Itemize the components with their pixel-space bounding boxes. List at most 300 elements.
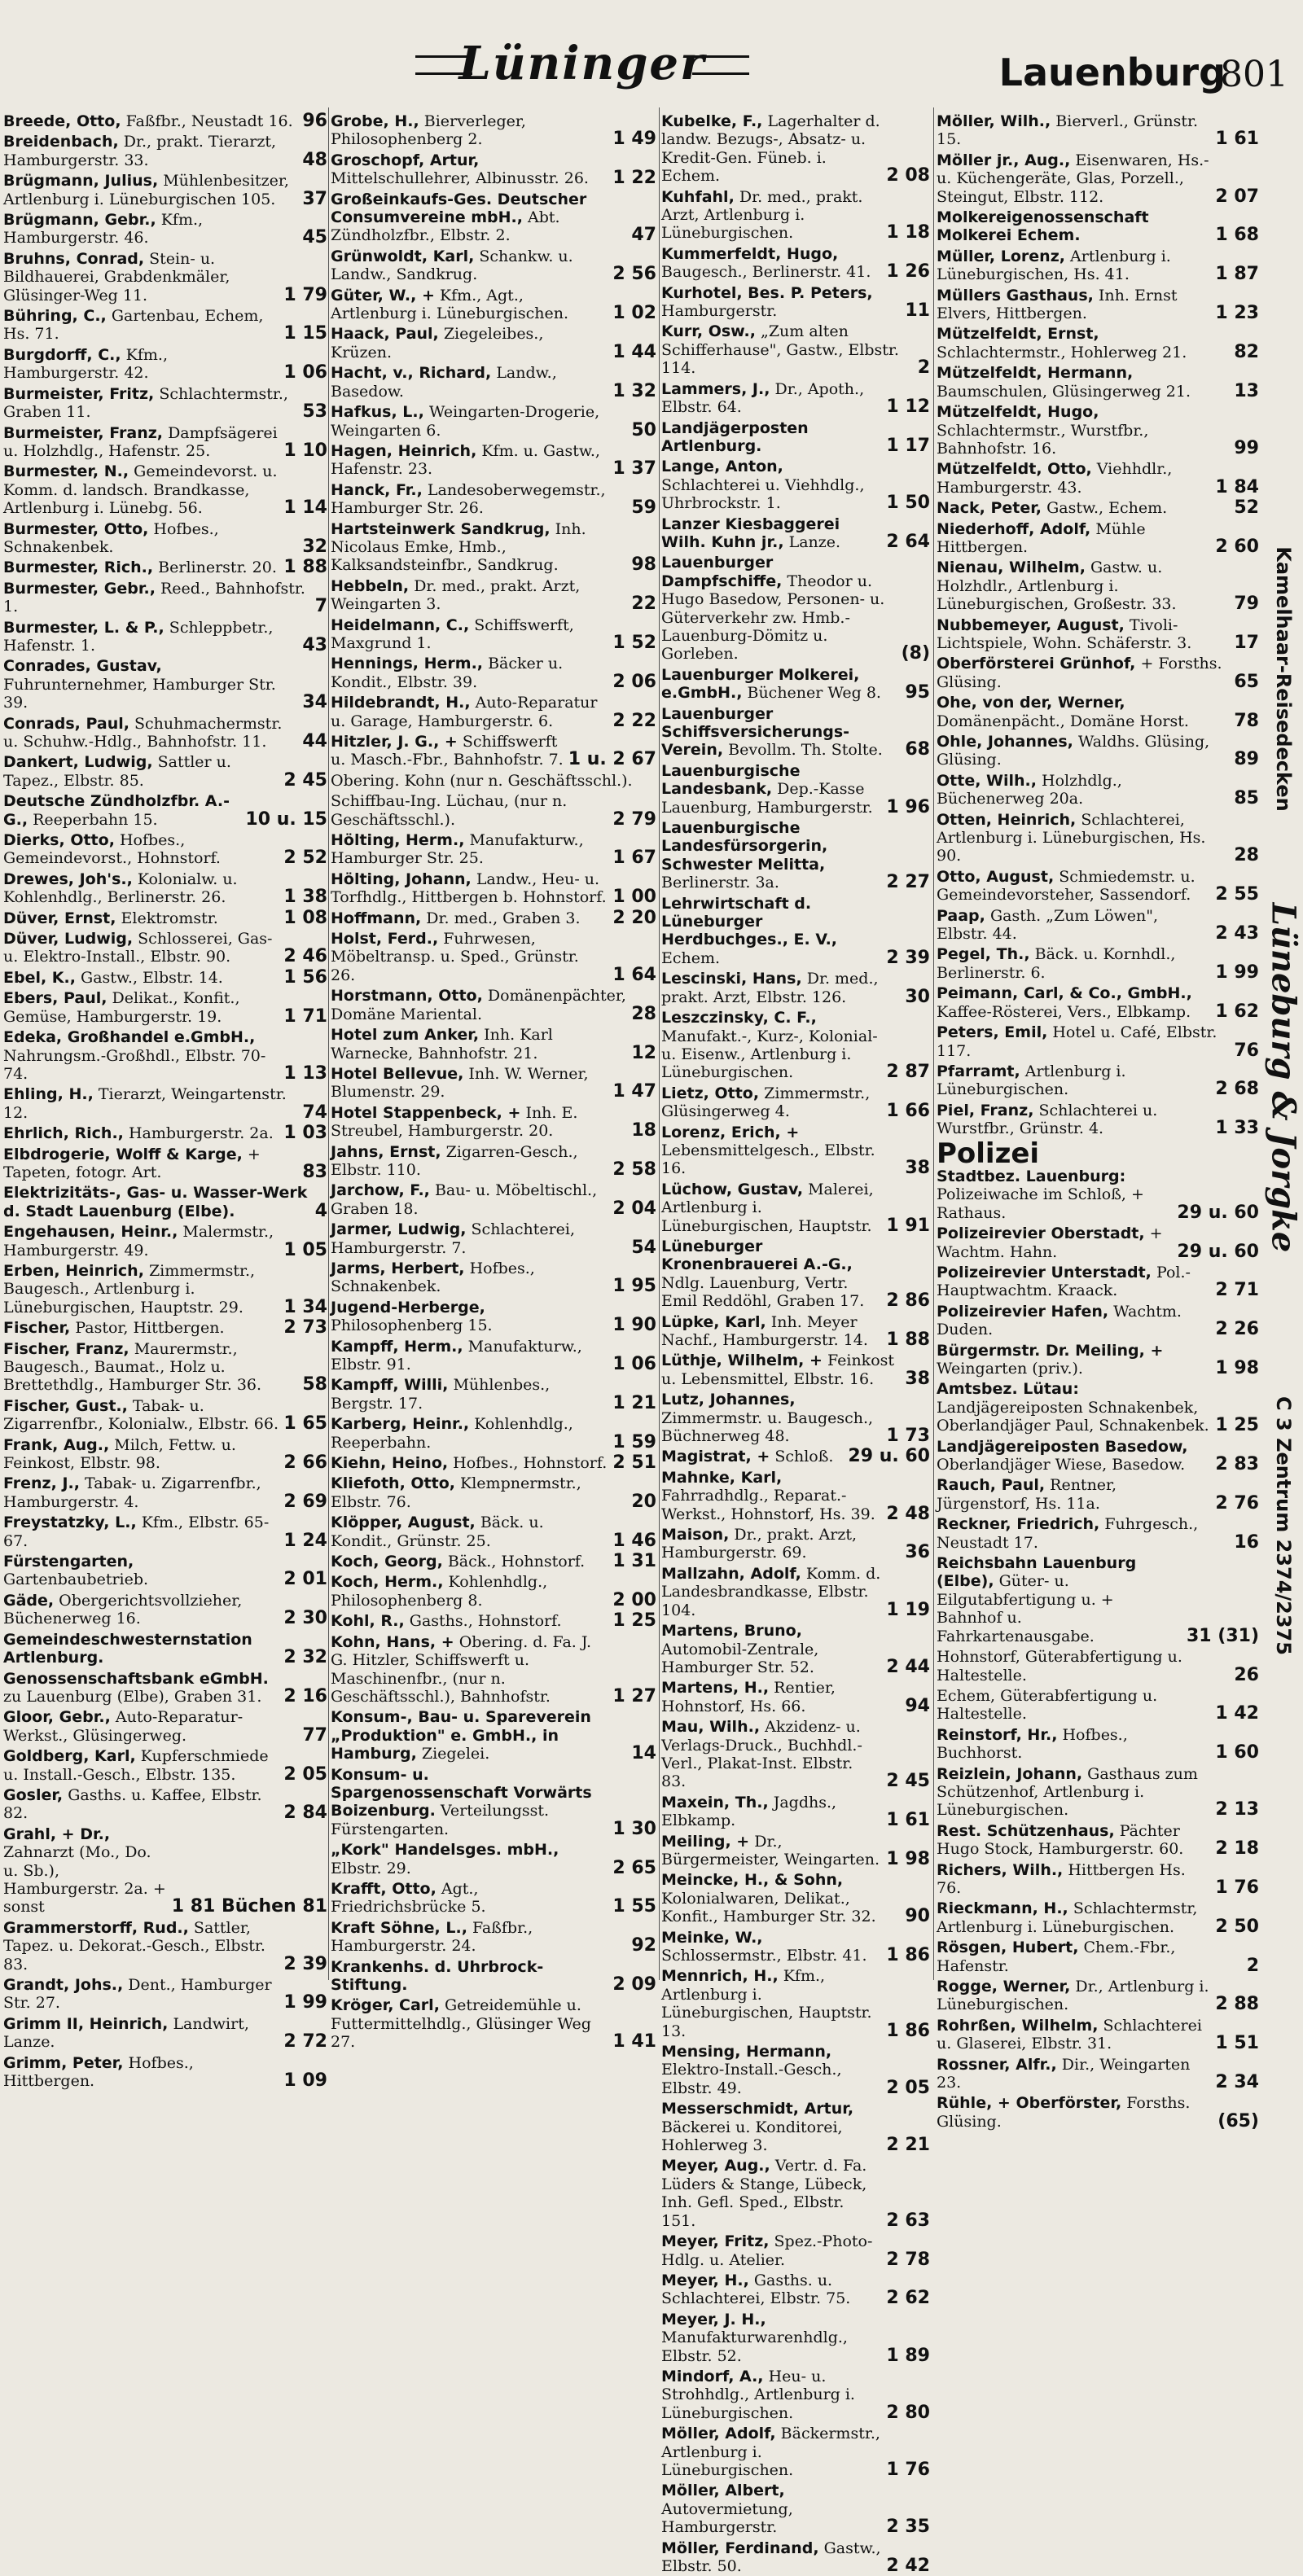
entry-name: Genossenschaftsbank eGmbH.	[3, 1669, 269, 1688]
entry-phone: 2 66	[283, 1452, 327, 1474]
entry-name: Landjägereiposten Basedow,	[937, 1437, 1188, 1456]
entry-details: Berlinerstr. 20.	[158, 559, 277, 577]
entry-name: Lorenz, Erich, +	[661, 1123, 800, 1141]
entry-details: Akzidenz- u. Verlags-Druck., Buchhdl.-Verl., Plakat-Inst. Elbstr. 83.	[661, 1718, 862, 1791]
entry-phone: 2 46	[283, 946, 327, 967]
entry-phone: 1 33	[1215, 1118, 1259, 1139]
entry-phone: 38	[905, 1368, 930, 1389]
entry-phone: (8)	[901, 643, 930, 664]
entry-text	[661, 458, 881, 512]
entry-phone: 1 41	[612, 2031, 656, 2052]
entry-details: Dampfsägerei u. Holzhdlg., Hafenstr. 25.	[3, 423, 278, 460]
entry-name: Meyer, Aug.,	[661, 2157, 770, 2175]
directory-entry	[3, 1976, 327, 2013]
directory-entry	[331, 1919, 656, 1956]
entry-text	[937, 945, 1210, 982]
entry-name: Kiehn, Heino,	[331, 1454, 449, 1473]
entry-details: Dr., prakt. Arzt, Hamburgerstr. 69.	[661, 1526, 858, 1562]
entry-phone: 1 56	[283, 966, 327, 988]
entry-details: Kfm., Hamburgerstr. 42.	[3, 345, 168, 383]
entry-phone: 1 52	[612, 632, 656, 653]
entry-phone: 1 19	[886, 1599, 930, 1620]
directory-entry	[331, 520, 656, 575]
entry-name: Lauenburgische Landesfürsorgerin, Schwester Melitta,	[661, 819, 828, 874]
entry-text	[937, 559, 1229, 613]
directory-entry	[331, 655, 656, 691]
entry-text	[3, 753, 279, 790]
entry-text	[661, 2311, 881, 2365]
entry-name: Bürgermstr. Dr. Meiling, +	[937, 1341, 1164, 1360]
directory-entry	[661, 895, 930, 968]
directory-entry	[937, 151, 1259, 206]
entry-text	[661, 1124, 900, 1178]
entry-text	[3, 424, 279, 461]
entry-text	[661, 554, 897, 663]
entry-phone: 2 35	[886, 2517, 930, 2538]
directory-entry	[937, 1023, 1259, 1060]
entry-details: Sattler, Tapez. u. Dekorat.-Gesch., Elbstr. 83.	[3, 1918, 265, 1974]
directory-entry	[937, 616, 1259, 653]
entry-phone: 89	[1234, 749, 1259, 770]
entry-text	[3, 1028, 279, 1083]
entry-name: Lange, Anton,	[661, 458, 783, 476]
directory-entry	[661, 1794, 930, 1830]
directory-entry	[661, 2100, 930, 2154]
entry-details: Zahnarzt (Mo., Do. u. Sb.), Hamburgerstr. 2a. + sonst	[3, 1843, 166, 1917]
entry-text	[937, 616, 1229, 653]
entry-name: Mützelfeldt, Ernst,	[937, 325, 1099, 344]
entry-phone: 2 52	[283, 848, 327, 869]
entry-text	[661, 819, 881, 892]
entry-details: Manufakt.-, Kurz-, Kolonial- u. Eisenw., Artlenburg i. Lüneburgischen.	[661, 1027, 878, 1082]
entry-name: Nack, Peter,	[937, 499, 1042, 518]
entry-phone: 36	[905, 1542, 930, 1563]
directory-entry	[3, 792, 327, 829]
entry-text	[3, 870, 279, 907]
entry-name: Burmester, Gebr.,	[3, 579, 156, 598]
entry-name: Meiling, +	[661, 1832, 750, 1851]
entry-name: Jarmer, Ludwig,	[331, 1220, 467, 1239]
directory-entry	[937, 1303, 1259, 1339]
entry-name: Drewes, Joh's.,	[3, 870, 133, 888]
entry-name: Otten, Heinrich,	[937, 810, 1077, 829]
entry-details: Kolonialwaren, Delikat., Konfit., Hamburger Str. 32.	[661, 1889, 876, 1926]
directory-entry	[3, 1124, 327, 1142]
directory-entry	[937, 1687, 1259, 1724]
entry-details: Obergerichtsvollzieher, Büchenerweg 16.	[3, 1591, 243, 1628]
entry-name: Ebel, K.,	[3, 968, 76, 987]
entry-name: Hoffmann,	[331, 909, 422, 927]
directory-entry	[3, 2054, 327, 2091]
entry-text	[937, 460, 1210, 497]
entry-phone: 2 50	[1215, 1916, 1259, 1937]
entry-name: Mützelfeldt, Hermann,	[937, 364, 1134, 383]
entry-text	[3, 2054, 279, 2091]
entry-text	[937, 733, 1229, 769]
entry-name: Kubelke, F.,	[661, 112, 763, 130]
entry-details: Kolonialw. u. Kohlenhdlg., Berlinerstr. 26.	[3, 870, 238, 907]
entry-name: Düver, Ludwig,	[3, 930, 134, 948]
directory-entry	[937, 1476, 1259, 1513]
entry-details: Tabak- u. Zigarrenfbr., Kolonialw., Elbstr. 66.	[3, 1396, 279, 1434]
directory-entry	[937, 460, 1259, 497]
entry-phone: 2 44	[886, 1656, 930, 1677]
entry-name: Fischer, Gust.,	[3, 1396, 128, 1415]
entry-name: Karberg, Heinr.,	[331, 1415, 470, 1434]
entry-name: Hotel Stappenbeck, +	[331, 1103, 521, 1122]
entry-details: Schlachterei u. Viehhdlg., Uhrbrockstr. 1.	[661, 475, 865, 513]
entry-text	[661, 1238, 881, 1311]
entry-phone: 1 62	[1215, 1001, 1259, 1022]
directory-entry	[937, 1224, 1259, 1261]
entry-details: Obering. Kohn (nur n. Geschäftsschl.).	[331, 771, 633, 790]
directory-entry	[937, 1939, 1259, 1975]
entry-text	[661, 2425, 881, 2479]
entry-phone: 30	[905, 986, 930, 1007]
entry-phone: 2 07	[1215, 186, 1259, 207]
entry-details: Bäck. u. Kornhdl., Berlinerstr. 6.	[937, 945, 1176, 982]
entry-details: Fahrradhdlg., Reparat.-Werkst., Hohnstorf, Hs. 39.	[661, 1487, 875, 1523]
entry-phone: 2 00	[612, 1589, 656, 1610]
entry-name: Richers, Wilh.,	[937, 1860, 1064, 1879]
directory-entry	[3, 1436, 327, 1473]
entry-text	[331, 1553, 608, 1571]
entry-text	[331, 1958, 608, 1995]
directory-entry	[3, 1085, 327, 1122]
directory-entry	[3, 211, 327, 248]
entry-phone: 1 30	[612, 1818, 656, 1839]
entry-details: Eisenwaren, Hs.- u. Küchengeräte, Glas, Porzell., Steingut, Elbstr. 112.	[937, 151, 1209, 206]
directory-entry	[661, 554, 930, 663]
entry-text	[661, 666, 900, 703]
entry-phone: 1 14	[283, 497, 327, 519]
entry-text	[937, 1342, 1210, 1378]
entry-details: Milch, Fettw. u. Feinkost, Elbstr. 98.	[3, 1435, 236, 1473]
entry-phone: 22	[631, 594, 656, 615]
entry-text	[3, 1397, 279, 1434]
entry-name: Hölting, Johann,	[331, 870, 472, 888]
entry-text	[331, 1841, 608, 1877]
directory-entry	[937, 208, 1259, 245]
entry-phone: 1 99	[283, 1992, 327, 2013]
entry-text	[3, 580, 310, 616]
directory-entry	[3, 1708, 327, 1745]
directory-entry	[331, 1880, 656, 1917]
directory-entry	[331, 694, 656, 730]
entry-text	[937, 499, 1229, 517]
entry-name: Meyer, Fritz,	[661, 2232, 770, 2251]
entry-phone: 2 88	[1215, 1994, 1259, 2015]
entry-phone: 38	[905, 1158, 930, 1179]
entry-text	[3, 657, 297, 712]
entry-text	[331, 1514, 608, 1550]
entry-phone: 2 16	[283, 1685, 327, 1706]
directory-entry	[661, 1871, 930, 1925]
entry-text	[331, 1474, 626, 1511]
entry-name: Koch, Herm.,	[331, 1573, 444, 1592]
entry-name: Hildebrandt, H.,	[331, 694, 471, 712]
entry-text	[661, 1833, 881, 1869]
entry-text	[937, 1023, 1229, 1060]
entry-phone: 1 13	[283, 1062, 327, 1084]
entry-text	[937, 1476, 1210, 1513]
entry-phone: 2 87	[886, 1062, 930, 1083]
entry-text	[331, 909, 608, 927]
directory-entry	[331, 248, 656, 284]
entry-text	[3, 619, 297, 655]
entry-details: Fuhrgesch., Neustadt 17.	[937, 1515, 1199, 1552]
entry-details: Polizeiwache im Schloß, + Rathaus.	[937, 1185, 1144, 1222]
entry-text	[3, 1319, 279, 1337]
entry-details: Artlenburg i. Lüneburgischen, Hs. 41.	[937, 247, 1171, 284]
entry-name: Frenz, J.,	[3, 1474, 80, 1493]
entry-details: Nahrungsm.-Großhdl., Elbstr. 70-74.	[3, 1046, 266, 1083]
directory-entry	[661, 2425, 930, 2479]
entry-details: Elbstr. 29.	[331, 1859, 411, 1877]
column-divider	[933, 107, 934, 1980]
entry-name: Heidelmann, C.,	[331, 616, 470, 634]
entry-name: Brügmann, Gebr.,	[3, 211, 156, 230]
entry-phone: 1 17	[886, 435, 930, 456]
entry-name: Otte, Wilh.,	[937, 771, 1037, 790]
entry-text	[331, 1104, 626, 1141]
entry-name: Rossner, Alfr.,	[937, 2055, 1057, 2074]
page-title: Lauenburg	[998, 50, 1226, 94]
directory-entry	[661, 1009, 930, 1082]
entry-text	[661, 1967, 881, 2040]
entry-details: Autovermietung, Hamburgerstr.	[661, 2499, 793, 2537]
entry-details: + Wachtm. Hahn.	[937, 1224, 1163, 1261]
entry-details: Rentier, Hohnstorf, Hs. 66.	[661, 1679, 836, 1715]
entry-phone: 1 23	[1215, 303, 1259, 324]
entry-phone: 11	[905, 300, 930, 322]
entry-text	[661, 2232, 881, 2269]
directory-entry	[937, 1899, 1259, 1936]
entry-details: Gartenbaubetrieb.	[3, 1571, 149, 1589]
entry-text	[331, 1026, 626, 1062]
entry-phone: 1 22	[612, 168, 656, 189]
entry-details: Hamburgerstr.	[661, 302, 778, 321]
entry-name: Ebers, Paul,	[3, 989, 107, 1008]
entry-phone: 1 32	[612, 380, 656, 401]
entry-details: Philosophenberg 15.	[331, 1316, 493, 1335]
column-divider	[659, 107, 660, 1980]
entry-name: Grandt, Johs.,	[3, 1976, 124, 1994]
entry-details: Kfm. u. Gastw., Hafenstr. 23.	[331, 441, 600, 479]
entry-text	[331, 112, 608, 149]
entry-text	[3, 1670, 279, 1706]
entry-name: Fischer, Franz,	[3, 1339, 129, 1358]
entry-name: Lehrwirtschaft d. Lüneburger Herdbuchges., E. V.,	[661, 894, 838, 949]
entry-text	[331, 831, 608, 868]
directory-entry	[937, 325, 1259, 361]
side-advertisement	[1264, 546, 1303, 1840]
entry-phone: 1 37	[612, 458, 656, 480]
directory-entry	[3, 1786, 327, 1823]
entry-phone: 26	[1234, 1664, 1259, 1685]
directory-entry	[937, 364, 1259, 401]
entry-name: Peters, Emil,	[937, 1023, 1048, 1042]
entry-text	[937, 287, 1210, 323]
entry-details: Dr. med., prakt. Arzt, Elbstr. 126.	[661, 970, 879, 1006]
entry-details: Wachtm. Duden.	[937, 1302, 1182, 1339]
entry-phone: 2 72	[283, 2031, 327, 2052]
entry-name: Freystatzky, L.,	[3, 1514, 137, 1532]
directory-entry	[3, 559, 327, 576]
entry-text	[937, 1380, 1210, 1435]
entry-phone: 2 45	[283, 769, 327, 791]
entry-phone: 2 84	[283, 1803, 327, 1824]
entry-name: Hacht, v., Richard,	[331, 364, 492, 383]
entry-name: Nubbemeyer, August,	[937, 616, 1125, 634]
entry-text	[3, 930, 279, 966]
directory-entry	[331, 191, 656, 245]
directory-entry	[661, 705, 930, 760]
entry-phone: 1 89	[886, 2345, 930, 2366]
entry-details: Bäcker u. Kondit., Elbstr. 39.	[331, 655, 564, 691]
entry-name: Grammerstorff, Rud.,	[3, 1918, 189, 1937]
entry-details: Schankw. u. Landw., Sandkrug.	[331, 247, 573, 284]
entry-name: Lüneburger Kronenbrauerei A.-G.,	[661, 1237, 853, 1274]
directory-entry	[937, 112, 1259, 149]
entry-text	[331, 287, 608, 323]
entry-phone: 2 62	[886, 2288, 930, 2309]
entry-name: Oberförsterei Grünhof,	[937, 655, 1136, 673]
entry-name: Amtsbez. Lütau:	[937, 1380, 1079, 1399]
entry-text	[3, 1708, 297, 1745]
directory-entry	[937, 811, 1259, 865]
directory-entry	[937, 1765, 1259, 1820]
directory-entry	[331, 616, 656, 653]
entry-phone: 1 79	[283, 284, 327, 305]
entry-name: Kummerfeldt, Hugo,	[661, 244, 839, 263]
entry-text	[661, 515, 881, 552]
entry-text	[937, 1062, 1210, 1099]
directory-entry	[3, 1028, 327, 1083]
entry-name: Grobe, H.,	[331, 112, 419, 130]
entry-name: Gloor, Gebr.,	[3, 1708, 111, 1727]
entry-details: Pastor, Hittbergen.	[75, 1319, 225, 1338]
directory-entry	[3, 1223, 327, 1260]
entry-phone: 1 88	[886, 1330, 930, 1350]
entry-details: Lebensmittelgesch., Elbstr. 16.	[661, 1141, 875, 1178]
entry-phone: 2 76	[1215, 1492, 1259, 1514]
entry-name: Niederhoff, Adolf,	[937, 519, 1091, 538]
entry-details: Gasth. „Zum Löwen", Elbstr. 44.	[937, 906, 1159, 944]
entry-details: Schleppbetr., Hafenstr. 1.	[3, 618, 274, 655]
entry-details: Hohnstorf, Güterabfertigung u. Haltestelle.	[937, 1648, 1182, 1684]
entry-phone: 1 44	[612, 341, 656, 362]
entry-details: Tabak- u. Zigarrenfbr., Hamburgerstr. 4.	[3, 1474, 261, 1511]
entry-name: Pegel, Th.,	[937, 945, 1030, 964]
entry-name: Deutsche Zündholzfbr. A.-G.,	[3, 792, 230, 829]
entry-name: Lanzer Kiesbaggerei Wilh. Kuhn jr.,	[661, 515, 840, 551]
entry-name: Kampff, Herm.,	[331, 1337, 463, 1356]
entry-phone: 2 22	[612, 710, 656, 731]
directory-entry	[3, 307, 327, 344]
directory-entry	[331, 1415, 656, 1452]
directory-entry	[661, 2272, 930, 2308]
entry-phone: 1 61	[886, 1810, 930, 1831]
directory-entry	[937, 1861, 1259, 1898]
entry-text	[3, 307, 279, 344]
entry-text	[331, 191, 626, 245]
directory-entry	[661, 2311, 930, 2365]
entry-name: Conrades, Gustav,	[3, 657, 162, 676]
entry-name: Gemeindeschwesternstation Artlenburg.	[3, 1630, 252, 1667]
entry-phone: 1 98	[1215, 1358, 1259, 1378]
entry-text	[3, 1436, 279, 1473]
entry-details: Bau- u. Möbeltischl., Graben 18.	[331, 1181, 598, 1218]
entry-phone: 58	[302, 1374, 327, 1395]
entry-text	[331, 1996, 608, 2051]
entry-details: Getreidemühle u. Futtermittelhdlg., Glüsinger Weg 27.	[331, 1996, 591, 2052]
entry-name: Conrads, Paul,	[3, 714, 129, 733]
entry-name: Jahns, Ernst,	[331, 1142, 441, 1161]
directory-entry	[661, 819, 930, 892]
entry-phone: 95	[905, 682, 930, 703]
entry-phone: 45	[302, 227, 327, 248]
entry-phone: 7	[314, 596, 327, 617]
directory-entry	[661, 1084, 930, 1121]
entry-name: Ehling, H.,	[3, 1085, 94, 1104]
directory-entry	[661, 2157, 930, 2230]
entry-details: Schlachterei u. Glaserei, Elbstr. 31.	[937, 2016, 1202, 2053]
directory-entry	[661, 188, 930, 243]
entry-name: Güter, W., +	[331, 286, 435, 304]
entry-name: Piel, Franz,	[937, 1101, 1034, 1119]
directory-entry	[3, 580, 327, 616]
entry-details: Schlachtermstr., Hohlerweg 21.	[937, 343, 1187, 361]
entry-text	[937, 1168, 1172, 1222]
entry-name: Engehausen, Heinr.,	[3, 1223, 178, 1242]
entry-phone: 2 86	[886, 1290, 930, 1312]
entry-name: Mensing, Hermann,	[661, 2043, 832, 2061]
entry-phone: 76	[1234, 1040, 1259, 1061]
entry-details: Verteilungsst. Fürstengarten.	[331, 1802, 550, 1838]
entry-name: Lauenburger Molkerei, e.GmbH.,	[661, 665, 860, 703]
entry-details: Hofbes., Schnakenbek.	[3, 519, 219, 556]
entry-phone: 1 59	[612, 1431, 656, 1452]
entry-phone: 1 66	[886, 1101, 930, 1122]
entry-text	[661, 705, 900, 760]
entry-name: Dierks, Otto,	[3, 831, 115, 850]
entry-text	[331, 1065, 608, 1102]
entry-name: Burmester, Otto,	[3, 519, 149, 538]
entry-name: Mindorf, A.,	[661, 2367, 764, 2385]
entry-name: Elbdrogerie, Wolff & Karge,	[3, 1145, 243, 1163]
directory-entry	[3, 520, 327, 557]
directory-entry	[331, 112, 656, 149]
entry-details: Bäck., Hohnstorf.	[447, 1553, 586, 1571]
entry-name: Leszczinsky, C. F.,	[661, 1009, 817, 1027]
side-ad-phone: C 3 Zentrum 2374/2375	[1272, 1396, 1295, 1655]
entry-details: Schlachterei, Artlenburg i. Lüneburgischen, Hs. 90.	[937, 810, 1206, 865]
directory-entry	[331, 1553, 656, 1571]
directory-entry	[937, 248, 1259, 284]
directory-entry	[331, 287, 656, 323]
entry-phone: 2 05	[283, 1763, 327, 1785]
directory-entry	[3, 1825, 327, 1917]
directory-entry	[3, 966, 327, 988]
directory-entry	[937, 694, 1259, 730]
entry-text	[3, 346, 279, 383]
directory-entry	[3, 1184, 327, 1220]
entry-details: Hotel u. Café, Elbstr. 117.	[937, 1023, 1217, 1060]
entry-phone: 2 78	[886, 2249, 930, 2270]
entry-phone: 94	[905, 1695, 930, 1716]
entry-text	[661, 2539, 881, 2576]
